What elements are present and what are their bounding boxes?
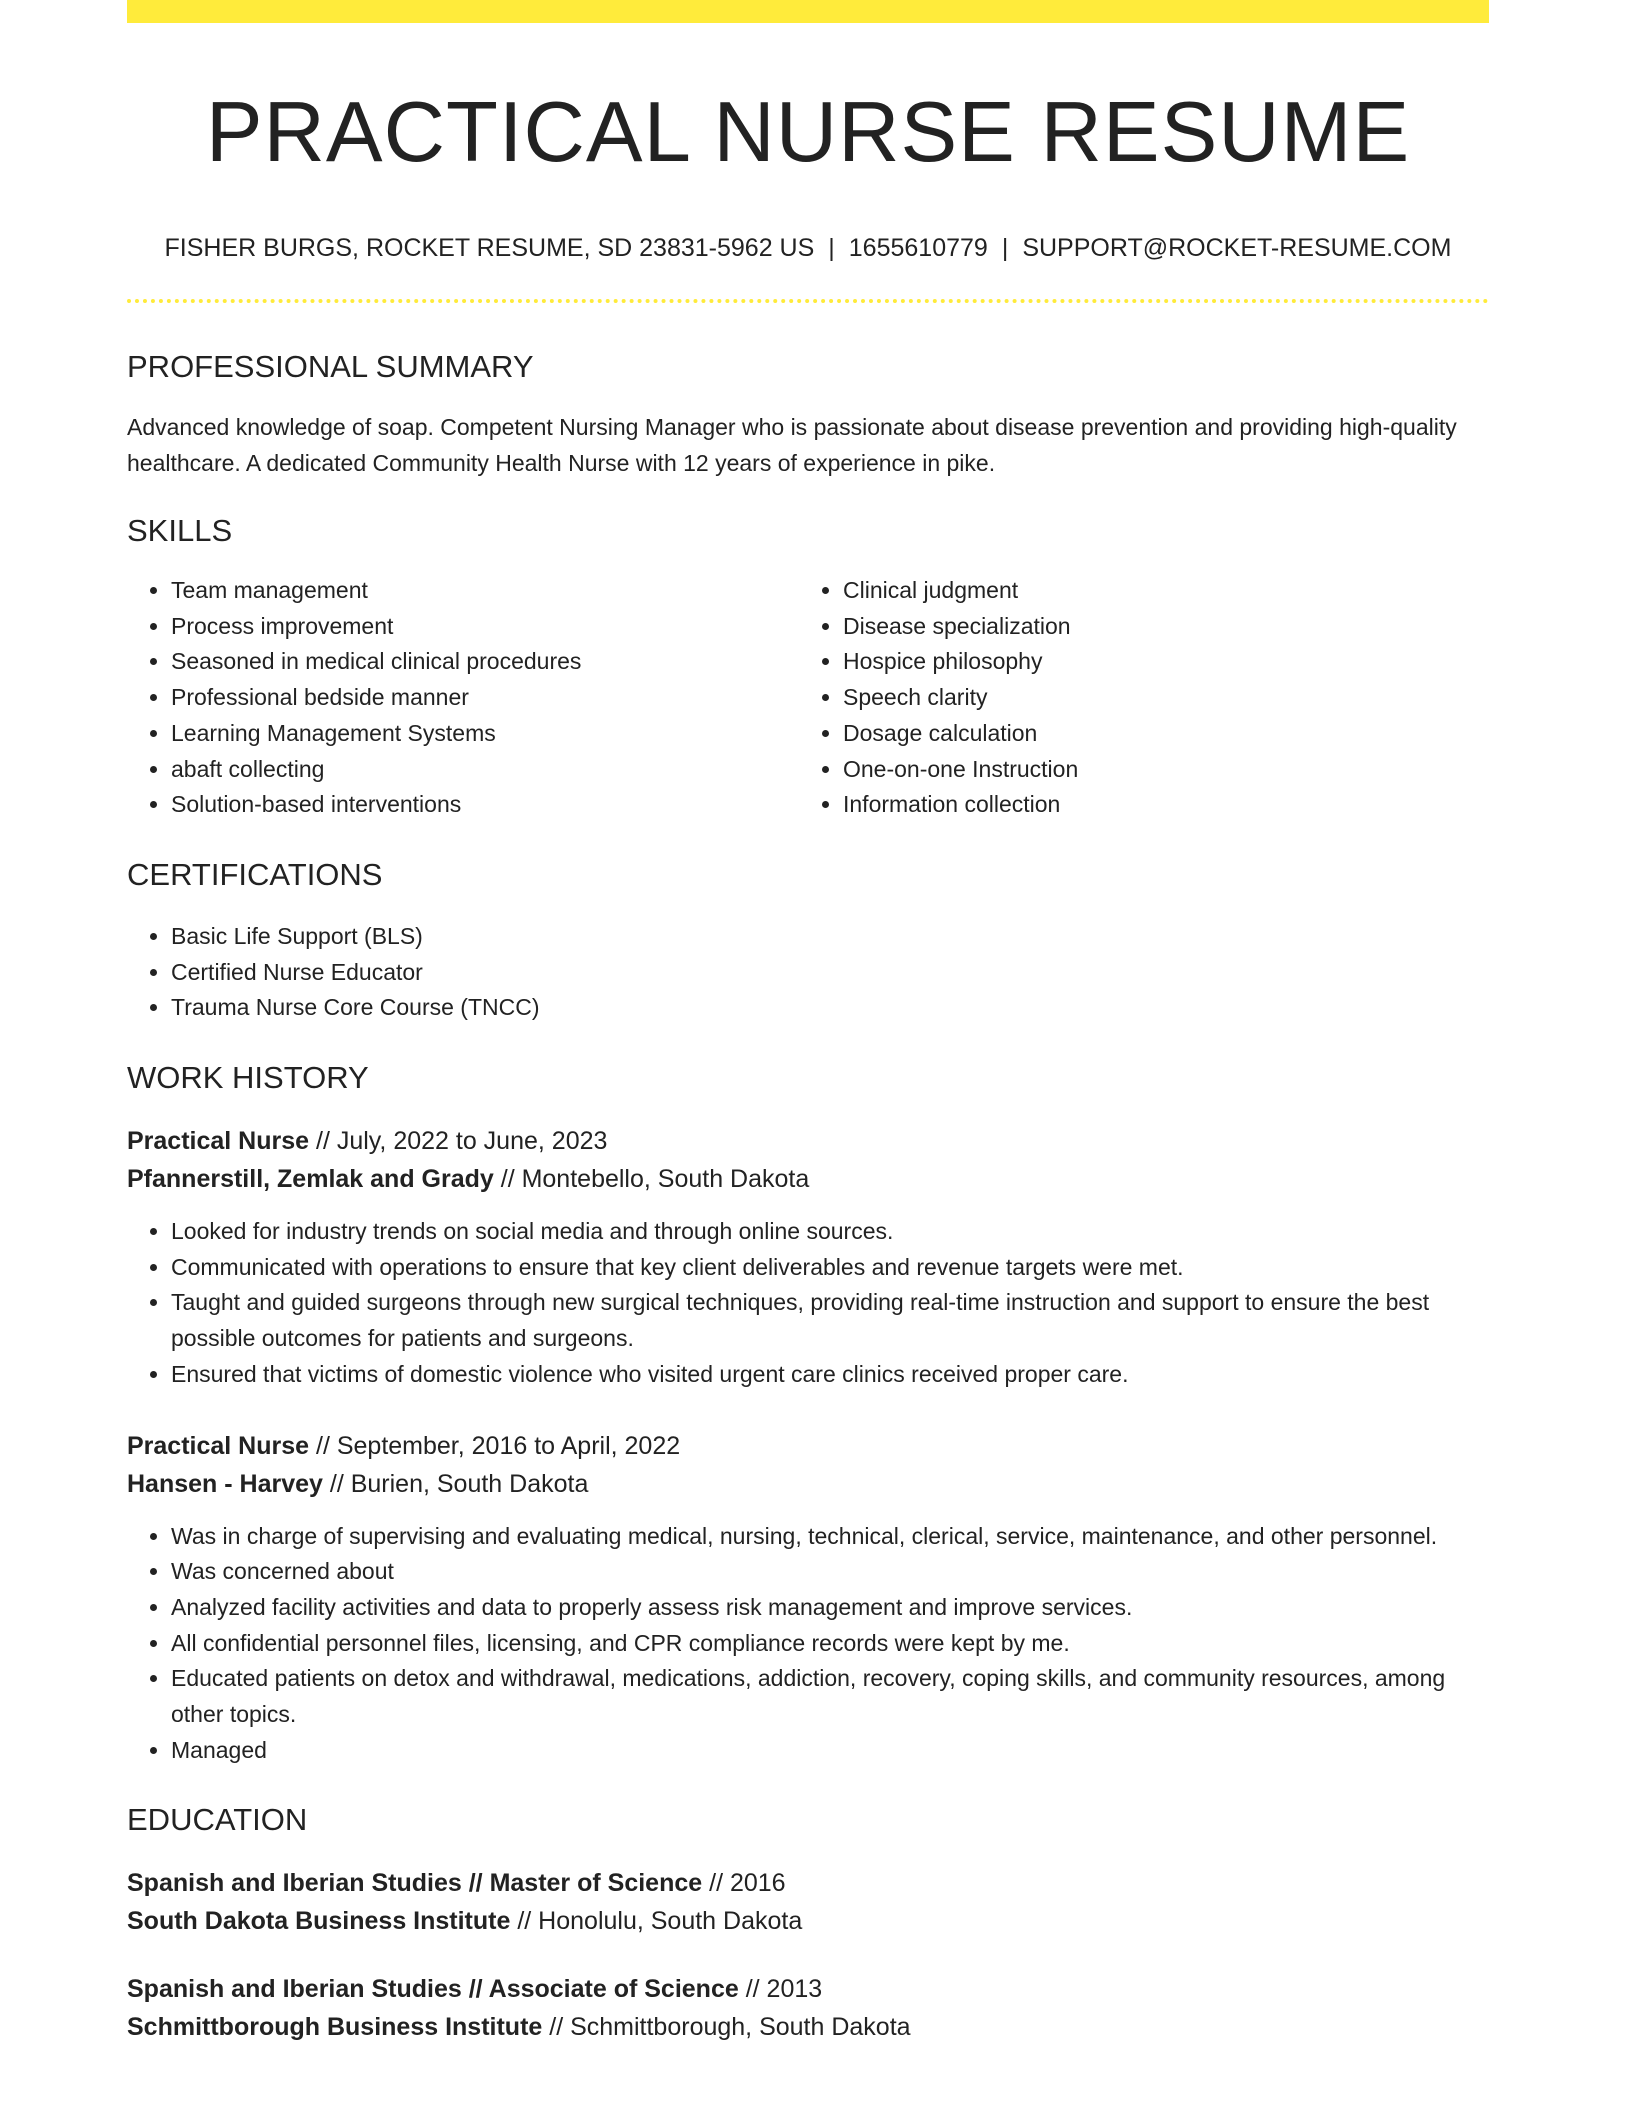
- education-school-line: [127, 2008, 1489, 2046]
- job-employer-line: [127, 1160, 1489, 1198]
- job-bullet: • Looked for industry trends on social media and through online sources.: [171, 1214, 1489, 1250]
- job-bullet: • Was concerned about: [171, 1554, 1489, 1590]
- skill-item: • Team management: [171, 573, 799, 609]
- job-dates: // July, 2022 to June, 2023: [309, 1127, 608, 1156]
- contact-address: FISHER BURGS, ROCKET RESUME, SD 23831-5962 US: [164, 234, 815, 262]
- skill-item: • Seasoned in medical clinical procedures: [171, 644, 799, 680]
- job-employer: Pfannerstill, Zemlak and Grady: [127, 1165, 494, 1194]
- job-bullet: • Managed: [171, 1733, 1489, 1769]
- skills-list-right: [799, 573, 1471, 823]
- contact-separator: |: [1001, 234, 1009, 262]
- resume-title: PRACTICAL NURSE RESUME: [205, 85, 1411, 180]
- job-title-line: [127, 1122, 1489, 1160]
- skill-item: • Dosage calculation: [843, 716, 1471, 752]
- job-bullet: • Educated patients on detox and withdrawal, medications, addiction, recovery, coping skills, and community resources, among other topics.: [171, 1661, 1489, 1732]
- job-bullet: • Communicated with operations to ensure that key client deliverables and revenue targets were met.: [171, 1250, 1489, 1286]
- contact-phone: 1655610779: [848, 234, 988, 262]
- education-entry: [127, 1970, 1489, 2046]
- job-bullets: [127, 1214, 1489, 1393]
- summary-heading: PROFESSIONAL SUMMARY: [127, 349, 534, 384]
- education-location: // Honolulu, South Dakota: [510, 1907, 803, 1936]
- skill-item: • Process improvement: [171, 609, 799, 645]
- job-location: // Burien, South Dakota: [322, 1469, 589, 1498]
- skill-item: • Hospice philosophy: [843, 644, 1471, 680]
- certification-item: • Trauma Nurse Core Course (TNCC): [171, 990, 1489, 1026]
- education-school: South Dakota Business Institute: [127, 1907, 511, 1936]
- skill-item: • Clinical judgment: [843, 573, 1471, 609]
- summary-text: Advanced knowledge of soap. Competent Nursing Manager who is passionate about disease prevention and providing high-quality healthcare. A dedicated Community Health Nurse with 12 years of experience in pike.: [127, 414, 1457, 476]
- education-school: Schmittborough Business Institute: [127, 2013, 543, 2042]
- header-divider: [127, 299, 1489, 303]
- education-heading: EDUCATION: [127, 1802, 308, 1838]
- education-degree-line: [127, 1970, 1489, 2008]
- job-employer-line: [127, 1465, 1489, 1503]
- job-entry: [127, 1122, 1489, 1393]
- contact-line: [127, 231, 1489, 265]
- education-school-line: [127, 1902, 1489, 1940]
- job-location: // Montebello, South Dakota: [493, 1165, 810, 1194]
- skill-item: • Learning Management Systems: [171, 716, 799, 752]
- job-title-line: [127, 1427, 1489, 1465]
- skill-item: • Speech clarity: [843, 680, 1471, 716]
- certifications-heading: CERTIFICATIONS: [127, 856, 383, 892]
- education-year: // 2016: [702, 1869, 786, 1898]
- education-year: // 2013: [738, 1975, 823, 2004]
- job-bullet: • Analyzed facility activities and data to properly assess risk management and improve services.: [171, 1590, 1489, 1626]
- skill-item: • Professional bedside manner: [171, 680, 799, 716]
- job-bullet: • All confidential personnel files, licensing, and CPR compliance records were kept by me.: [171, 1626, 1489, 1662]
- skills-column-right: [799, 573, 1471, 823]
- job-bullets: [127, 1519, 1489, 1769]
- work-history-heading: WORK HISTORY: [127, 1060, 369, 1096]
- job-bullet: • Was in charge of supervising and evaluating medical, nursing, technical, clerical, service, maintenance, and other personnel.: [171, 1519, 1489, 1555]
- accent-top-bar: [127, 0, 1489, 23]
- contact-email: SUPPORT@ROCKET-RESUME.COM: [1022, 234, 1452, 262]
- skill-item: • Solution-based interventions: [171, 787, 799, 823]
- job-bullet: • Taught and guided surgeons through new surgical techniques, providing real-time instruction and support to ensure the best possible outcomes for patients and surgeons.: [171, 1285, 1489, 1356]
- education-degree-line: [127, 1864, 1489, 1902]
- education-degree: Spanish and Iberian Studies // Master of Science: [127, 1869, 703, 1898]
- skills-heading: SKILLS: [127, 513, 233, 548]
- education-entry: [127, 1864, 1489, 1940]
- resume-content: [127, 23, 1489, 2046]
- job-title: Practical Nurse: [127, 1127, 310, 1156]
- certification-item: • Certified Nurse Educator: [171, 955, 1489, 991]
- skill-item: • One-on-one Instruction: [843, 752, 1471, 788]
- job-dates: // September, 2016 to April, 2022: [309, 1431, 681, 1460]
- skills-columns: [127, 573, 1489, 823]
- contact-separator: |: [828, 234, 835, 262]
- skill-item: • Disease specialization: [843, 609, 1471, 645]
- job-entry: [127, 1427, 1489, 1769]
- skills-column-left: [127, 573, 799, 823]
- job-employer: Hansen - Harvey: [127, 1469, 323, 1498]
- job-bullet: • Ensured that victims of domestic violence who visited urgent care clinics received proper care.: [171, 1357, 1489, 1393]
- certifications-list: [127, 919, 1489, 1026]
- skills-list-left: [127, 573, 799, 823]
- skill-item: • Information collection: [843, 787, 1471, 823]
- certification-item: • Basic Life Support (BLS): [171, 919, 1489, 955]
- skill-item: • abaft collecting: [171, 752, 799, 788]
- education-degree: Spanish and Iberian Studies // Associate of Science: [127, 1975, 739, 2004]
- job-title: Practical Nurse: [127, 1431, 310, 1460]
- education-location: // Schmittborough, South Dakota: [542, 2013, 911, 2042]
